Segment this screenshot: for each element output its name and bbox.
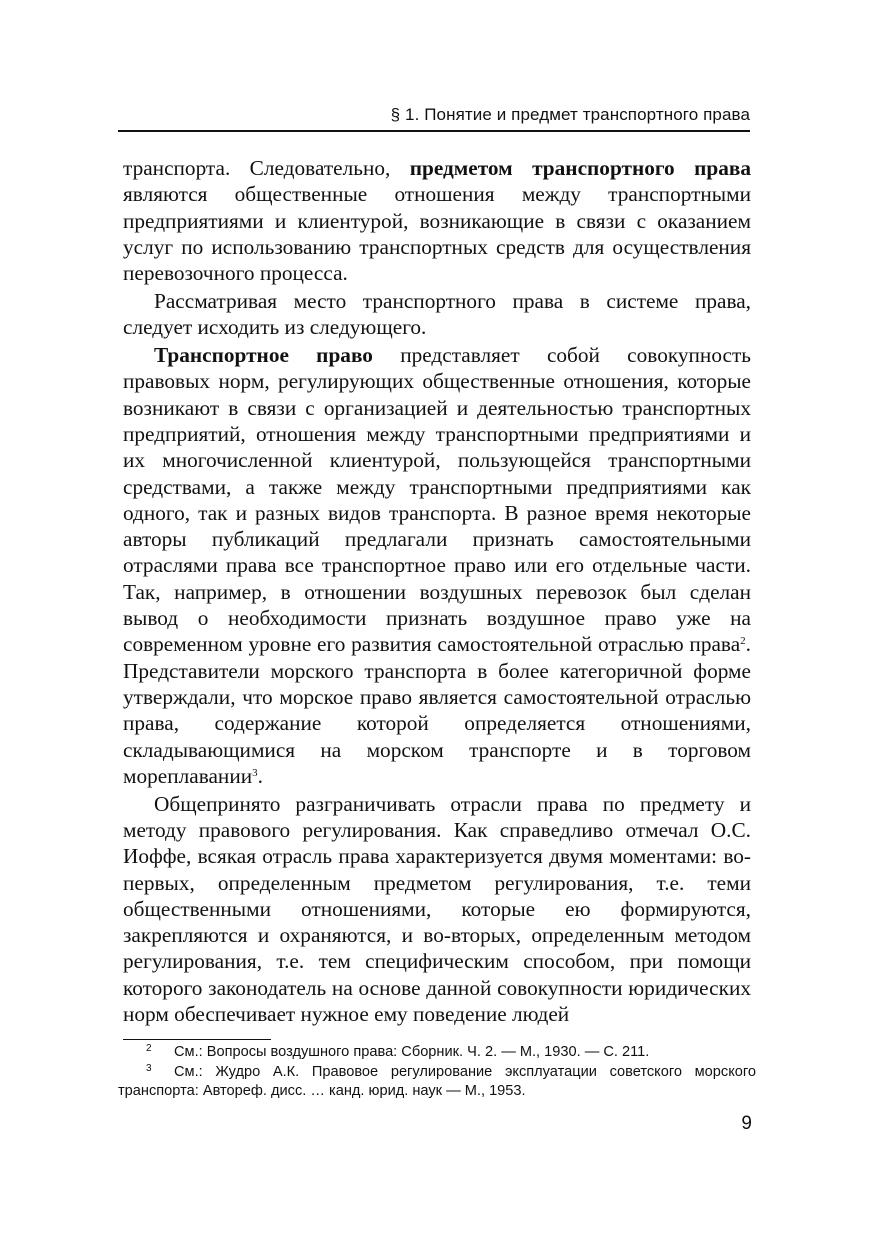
paragraph-4 [123,791,751,1028]
paragraph-3 [123,342,751,789]
page-number: 9 [741,1113,752,1134]
footnote-3: 3 См.: Жудро А.К. Правовое регулирование эксплуатации советского морского транспорта: Автореф. дисс. … канд. юрид. наук — М., 1953. [118,1062,756,1099]
footnote-2: 2 См.: Вопросы воздушного права: Сборник. Ч. 2. — М., 1930. — С. 211. [146,1043,650,1060]
text-run: . Представители морского транспорта в более категоричной форме утверждали, что морское право является самостоятельной отраслью права, содержание которой определяется отношениями, складывающимися на морском транспорте и в торговом мореплавании [123,632,751,788]
footnote-ref-3[interactable]: 3 [252,766,258,779]
text-run: Общепринято разграничивать отрасли права по предмету и методу правового регулирования. Как справедливо отмечал О.С. Иоффе, всякая отрасль права характеризуется двумя моментами: во-первых, определенным предметом регулирования, т.е. теми общественными отношениями, которые ею формируются, закрепляются и охраняются, и во-вторых, определенным методом регулирования, т.е. тем специфическим способом, при помощи которого законодатель на основе данной совокупности юридических норм обеспечивает нужное ему поведение людей [123,791,751,1026]
footnote-divider [123,1039,271,1040]
paragraph-1 [123,155,751,286]
text-run: представляет собой совокупность правовых норм, регулирующих общественные отношения, которые возникают в связи с организацией и деятельностью транспортных предприятий, отношения между транспортными предприятиями и их многочисленной клиентурой, пользующейся транспортными средствами, а также между транспортными предприятиями как одного, так и разных видов транспорта. В разное время некоторые авторы публикаций предлагали признать самостоятельными отраслями права все транспортное право или его отдельные части. Так, например, в отношении воздушных перевозок был сделан вывод о необходимости признать воздушное право уже на современном уровне его развития самостоятельной отраслью права [123,343,751,657]
text-run: . [257,763,263,788]
main-text [123,155,751,1029]
text-run: Рассматривая место транспортного права в системе права, следует исходить из следующего. [123,288,751,340]
running-title: § 1. Понятие и предмет транспортного права [390,105,750,124]
text-run: являются общественные отношения между транспортными предприятиями и клиентурой, возникающие в связи с оказанием услуг по использованию транспортных средств для осуществления перевозочного процесса. [123,182,751,286]
footnote-text: См.: Вопросы воздушного права: Сборник. Ч. 2. — М., 1930. — С. 211. [174,1044,650,1060]
bold-term-subject: предметом транспортного права [409,156,751,180]
footnotes [118,1043,756,1102]
paragraph-2 [123,288,751,341]
bold-term-transport-law: Транспортное право [154,343,373,368]
footnote-ref-2[interactable]: 2 [740,635,746,648]
footnote-text: См.: Жудро А.К. Правовое регулирование эксплуатации советского морского транспорта: Автореф. дисс. … канд. юрид. наук — М., 1953. [118,1063,756,1099]
text-run: транспорта. Следовательно, [123,156,410,180]
running-header [118,100,750,132]
